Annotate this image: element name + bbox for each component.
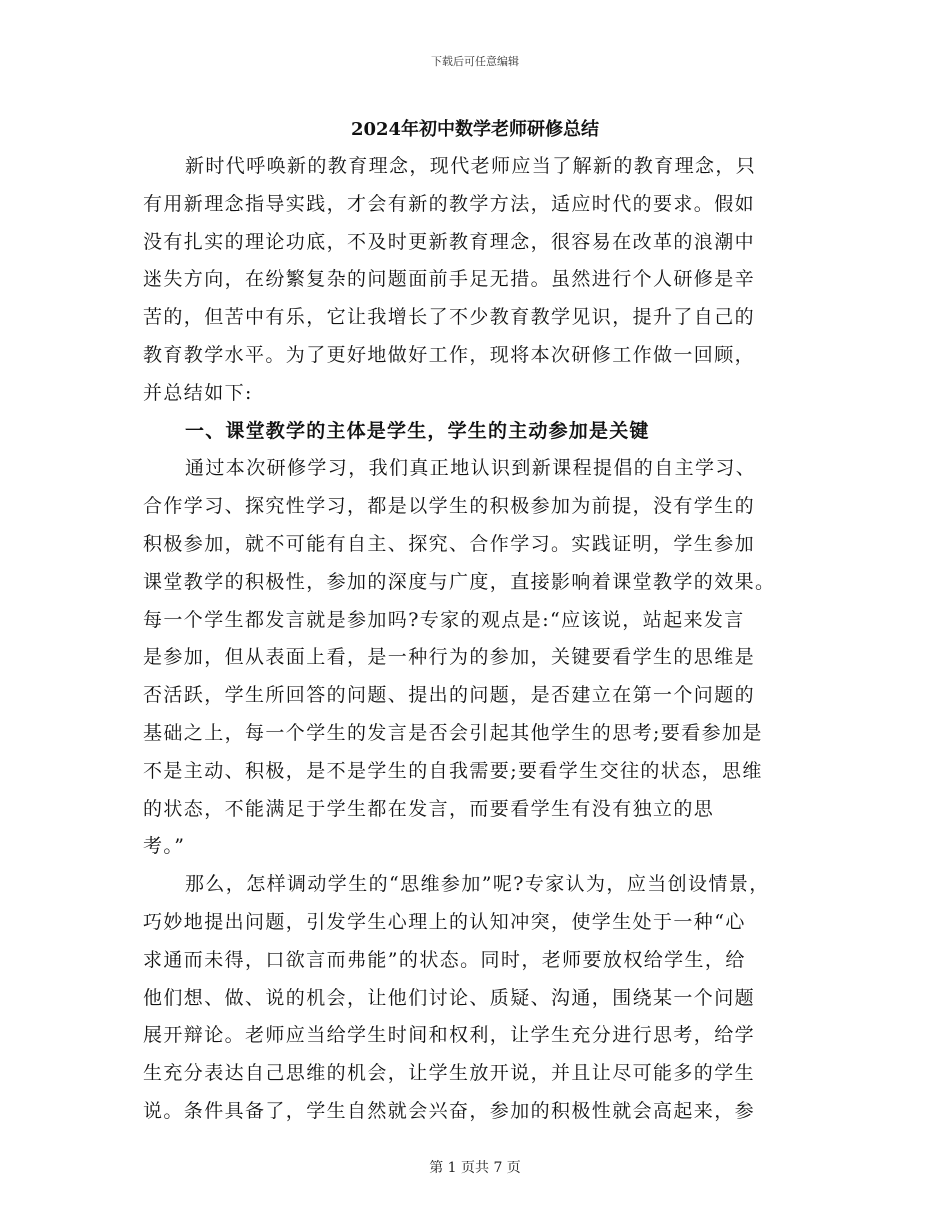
text-line: 是参加，但从表面上看，是一种行为的参加，关键要看学生的思维是: [143, 646, 756, 669]
text-line: 否活跃，学生所回答的问题、提出的问题，是否建立在第一个问题的: [143, 684, 756, 707]
text-line: 积极参加，就不可能有自主、探究、合作学习。实践证明，学生参加: [143, 532, 756, 555]
text-line: 生充分表达自己思维的机会，让学生放开说，并且让尽可能多的学生: [143, 1062, 756, 1085]
page-footer: 第 1 页共 7 页: [429, 1160, 521, 1176]
text-line: 合作学习、探究性学习，都是以学生的积极参加为前提，没有学生的: [143, 495, 756, 518]
document-body: [143, 148, 823, 1131]
text-line: 教育教学水平。为了更好地做好工作，现将本次研修工作做一回顾，: [143, 343, 756, 366]
text-line: 新时代呼唤新的教育理念，现代老师应当了解新的教育理念，只: [185, 155, 757, 177]
text-line: 并总结如下:: [143, 381, 253, 404]
text-line: 他们想、做、说的机会，让他们讨论、质疑、沟通，围绕某一个问题: [143, 986, 756, 1009]
text-line: 的状态，不能满足于学生都在发言，而要看学生有没有独立的思: [143, 797, 715, 820]
text-line: 苦的，但苦中有乐，它让我增长了不少教育教学见识，提升了自己的: [143, 306, 756, 329]
text-line: 通过本次研修学习，我们真正地认识到新课程提倡的自主学习、: [185, 457, 757, 480]
text-line: 考。”: [143, 835, 186, 858]
text-line: 求通而未得，口欲言而弗能”的状态。同时，老师要放权给学生，给: [143, 948, 746, 971]
text-line: 课堂教学的积极性，参加的深度与广度，直接影响着课堂教学的效果。: [143, 570, 776, 593]
text-line: 每一个学生都发言就是参加吗?专家的观点是:“应该说，站起来发言: [143, 608, 745, 631]
text-line: 没有扎实的理论功底，不及时更新教育理念，很容易在改革的浪潮中: [143, 230, 756, 253]
text-line: 迷失方向，在纷繁复杂的问题面前手足无措。虽然进行个人研修是辛: [143, 268, 756, 291]
text-line: 巧妙地提出问题，引发学生心理上的认知冲突，使学生处于一种“心: [143, 910, 746, 933]
text-line: 说。条件具备了，学生自然就会兴奋，参加的积极性就会高起来，参: [143, 1099, 756, 1122]
text-line: 那么，怎样调动学生的“思维参加”呢?专家认为，应当创设情景，: [185, 873, 770, 896]
text-line: 有用新理念指导实践，才会有新的教学方法，适应时代的要求。假如: [143, 192, 756, 215]
document-title: 2024年初中数学老师研修总结: [350, 119, 600, 140]
text-line: 不是主动、积极，是不是学生的自我需要;要看学生交往的状态，思维: [143, 759, 763, 782]
section-heading: 一、课堂教学的主体是学生，学生的主动参加是关键: [185, 419, 650, 442]
page-header: 下载后可任意编辑: [431, 55, 519, 68]
text-line: 基础之上，每一个学生的发言是否会引起其他学生的思考;要看参加是: [143, 721, 763, 744]
text-line: 展开辩论。老师应当给学生时间和权利，让学生充分进行思考，给学: [143, 1024, 756, 1047]
